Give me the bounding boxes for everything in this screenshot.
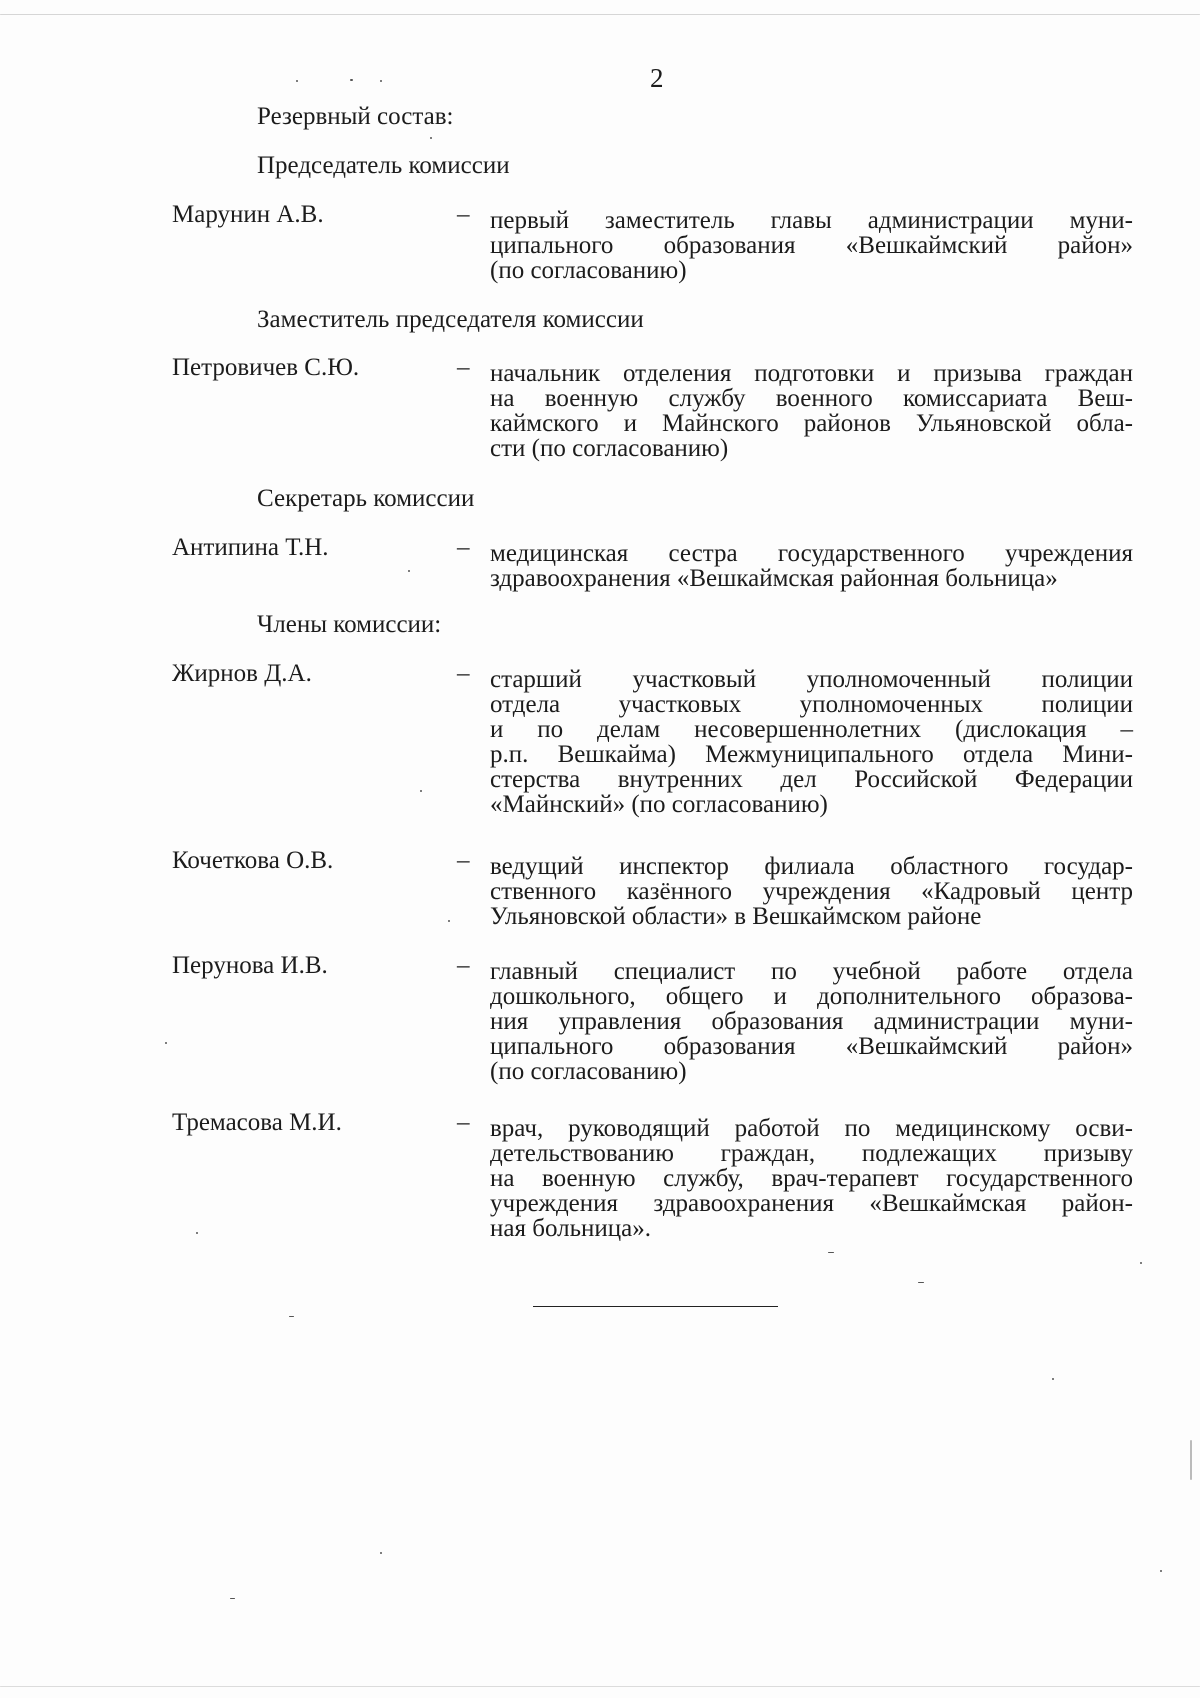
position-line: дошкольного, общего и дополнительного образова- — [490, 983, 1133, 1010]
scan-speck — [380, 1552, 382, 1554]
scan-speck — [420, 790, 422, 792]
member-name: Кочеткова О.В. — [172, 847, 334, 874]
chairman-name: Марунин А.В. — [172, 201, 324, 228]
position-line: первый заместитель главы администрации муни- — [490, 207, 1133, 234]
scan-speck — [1052, 1378, 1054, 1380]
scan-speck — [196, 1232, 198, 1234]
position-line: р.п. Вешкайма) Межмуниципального отдела Мини- — [490, 741, 1133, 768]
member-position — [490, 1116, 1133, 1241]
member-name: Перунова И.В. — [172, 952, 328, 979]
secretary-dash: – — [457, 534, 470, 561]
position-line: ственного казённого учреждения «Кадровый центр — [490, 878, 1133, 905]
member-position — [490, 854, 1133, 929]
reserve-heading: Резервный состав: — [257, 103, 454, 130]
scan-speck — [1160, 1570, 1162, 1572]
scan-edge — [1190, 1440, 1192, 1480]
position-line: отдела участковых уполномоченных полиции — [490, 691, 1133, 718]
scan-speck — [408, 570, 410, 572]
position-line: на военную службу, врач-терапевт государственного — [490, 1165, 1133, 1192]
member-position — [490, 667, 1133, 817]
closing-rule — [533, 1306, 778, 1307]
deputy-heading: Заместитель председателя комиссии — [257, 306, 644, 333]
scan-speck — [350, 79, 353, 81]
scan-speck — [380, 80, 382, 82]
position-line: главный специалист по учебной работе отдела — [490, 958, 1133, 985]
position-line: (по согласованию) — [490, 257, 687, 284]
deputy-position — [490, 361, 1133, 461]
secretary-name: Антипина Т.Н. — [172, 534, 329, 561]
position-line: сти (по согласованию) — [490, 435, 729, 462]
position-line: «Майнский» (по согласованию) — [490, 791, 828, 818]
scan-speck — [230, 1598, 235, 1599]
scan-speck — [165, 1042, 167, 1044]
member-dash: – — [457, 952, 470, 979]
position-line: ципального образования «Вешкаймский район» — [490, 1033, 1133, 1060]
position-line: медицинская сестра государственного учреждения — [490, 540, 1133, 567]
scan-speck — [448, 920, 450, 922]
scan-speck — [828, 1252, 834, 1253]
deputy-name: Петровичев С.Ю. — [172, 354, 360, 381]
scan-speck — [296, 80, 298, 82]
position-line: на военную службу военного комиссариата Веш- — [490, 385, 1133, 412]
chairman-dash: – — [457, 201, 470, 228]
member-position — [490, 959, 1133, 1084]
position-line: врач, руководящий работой по медицинскому осви- — [490, 1115, 1133, 1142]
members-heading: Члены комиссии: — [257, 611, 442, 638]
position-line: ведущий инспектор филиала областного государ- — [490, 853, 1133, 880]
page-number: 2 — [650, 63, 664, 93]
scan-edge — [0, 1686, 1200, 1687]
chairman-heading: Председатель комиссии — [257, 152, 510, 179]
scan-speck — [1140, 1262, 1142, 1264]
position-line: ния управления образования администрации муни- — [490, 1008, 1133, 1035]
scan-speck — [430, 137, 432, 139]
secretary-position — [490, 541, 1133, 591]
position-line: учреждения здравоохранения «Вешкаймская район- — [490, 1190, 1133, 1217]
member-dash: – — [457, 847, 470, 874]
deputy-dash: – — [457, 354, 470, 381]
position-line: стерства внутренних дел Российской Федерации — [490, 766, 1133, 793]
position-line: детельствованию граждан, подлежащих призыву — [490, 1140, 1133, 1167]
position-line: и по делам несовершеннолетних (дислокация – — [490, 716, 1133, 743]
position-line: (по согласованию) — [490, 1058, 687, 1085]
scan-speck — [289, 1316, 294, 1317]
position-line: здравоохранения «Вешкаймская районная больница» — [490, 565, 1058, 592]
position-line: старший участковый уполномоченный полиции — [490, 666, 1133, 693]
scan-edge — [0, 14, 1200, 15]
position-line: ципального образования «Вешкаймский район» — [490, 232, 1133, 259]
position-line: каймского и Майнского районов Ульяновской обла- — [490, 410, 1133, 437]
scan-speck — [918, 1282, 924, 1283]
member-dash: – — [457, 1109, 470, 1136]
member-name: Жирнов Д.А. — [172, 660, 312, 687]
position-line: ная больница». — [490, 1215, 651, 1242]
position-line: начальник отделения подготовки и призыва граждан — [490, 360, 1133, 387]
chairman-position — [490, 208, 1133, 283]
member-name: Тремасова М.И. — [172, 1109, 342, 1136]
position-line: Ульяновской области» в Вешкаймском районе — [490, 903, 982, 930]
secretary-heading: Секретарь комиссии — [257, 485, 475, 512]
member-dash: – — [457, 660, 470, 687]
